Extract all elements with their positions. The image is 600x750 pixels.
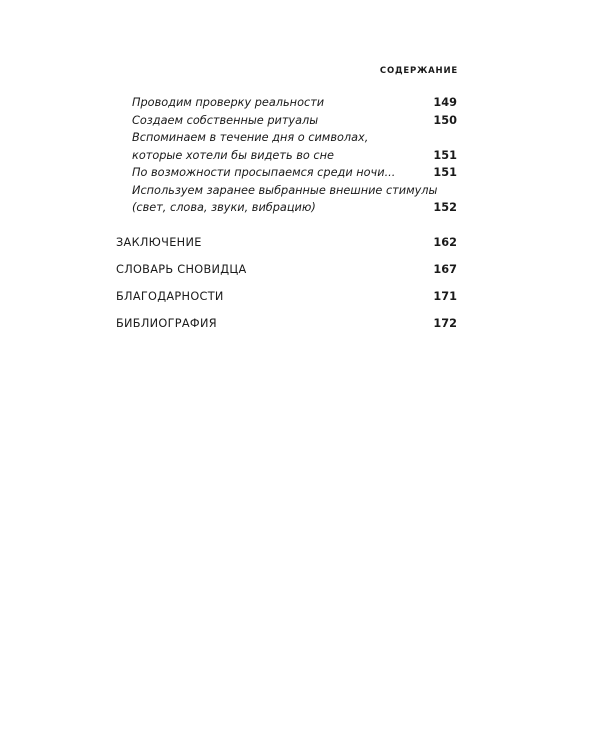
toc-entry-title-continued: которые хотели бы видеть во сне (132, 148, 334, 162)
toc-entry-page: 150 (433, 113, 457, 127)
section-list (116, 236, 457, 344)
toc-entry-wake-at-night[interactable] (132, 165, 457, 183)
toc-entry-title: Создаем собственные ритуалы (132, 113, 319, 127)
toc-entry-title: СЛОВАРЬ СНОВИДЦА (116, 263, 247, 276)
toc-entry-title: Проводим проверку реальности (132, 96, 325, 109)
running-header: СОДЕРЖАНИЕ (379, 66, 458, 76)
toc-entry-reality-check[interactable] (132, 95, 457, 113)
toc-entry-page: 162 (433, 236, 457, 249)
toc-entry-stimuli-line-1[interactable] (132, 183, 457, 201)
toc-entry-title: Вспоминаем в течение дня о символах, (132, 131, 369, 144)
toc-entry-conclusion[interactable] (116, 236, 457, 263)
toc-entry-title: БИБЛИОГРАФИЯ (116, 317, 217, 330)
toc-entry-bibliography[interactable] (116, 317, 457, 344)
toc-entry-symbols-line-2[interactable] (132, 148, 457, 166)
toc-entry-title-continued: (свет, слова, звуки, вибрацию) (132, 201, 316, 214)
toc-entry-page: 152 (433, 201, 457, 214)
toc-entry-page: 149 (433, 96, 457, 109)
toc-entry-page: 151 (433, 148, 457, 162)
toc-entry-title: ЗАКЛЮЧЕНИЕ (116, 236, 202, 249)
toc-entry-stimuli-line-2[interactable] (132, 200, 457, 218)
toc-entry-title: Используем заранее выбранные внешние стимулы (132, 183, 438, 197)
toc-entry-page: 167 (433, 263, 457, 276)
toc-entry-rituals[interactable] (132, 113, 457, 131)
toc-entry-title: По возможности просыпаемся среди ночи... (132, 166, 396, 179)
toc-entry-symbols-line-1[interactable] (132, 130, 457, 148)
toc-entry-page: 171 (433, 290, 457, 303)
toc-entry-dreamer-dictionary[interactable] (116, 263, 457, 290)
toc-entry-page: 151 (433, 166, 457, 179)
toc-entry-title: БЛАГОДАРНОСТИ (116, 290, 224, 303)
subsection-list (132, 95, 457, 218)
toc-entry-page: 172 (433, 317, 457, 330)
toc-entry-acknowledgements[interactable] (116, 290, 457, 317)
